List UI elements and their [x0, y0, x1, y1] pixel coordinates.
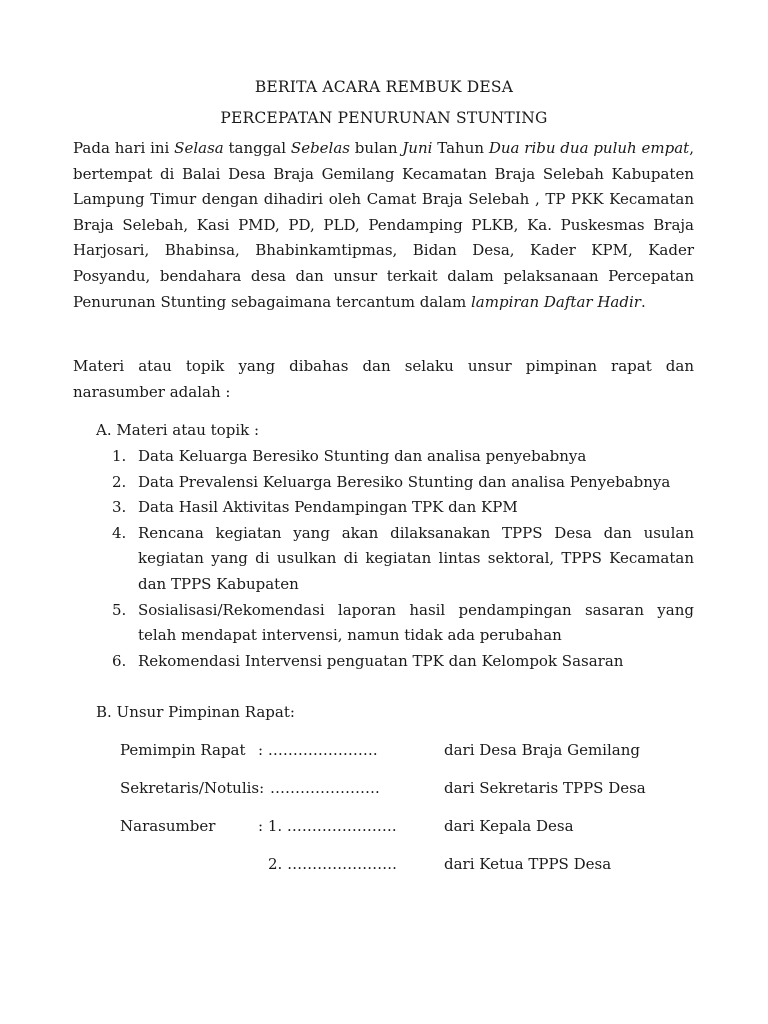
list-number: 5. [112, 600, 127, 619]
intro-day: Selasa [174, 139, 224, 157]
intro-text: Tahun [432, 139, 489, 157]
role-label-speaker: Narasumber [120, 817, 216, 835]
role-label-secretary: Sekretaris/Notulis: [120, 779, 265, 797]
materi-intro-paragraph: Materi atau topik yang dibahas dan selaku unsur pimpinan rapat dan narasumber adalah : [73, 357, 694, 401]
intro-text: , bertempat di Balai Desa Braja Gemilang Kecamatan Braja Selebah Kabupaten Lampung Timur dengan dihadiri oleh Camat Braja Selebah , TP PKK Kecamatan Braja Selebah, Kasi PMD, PD, PLD, Pendamping PLKB, Ka. Puskesmas Braja Harjosari, Bhabinsa, Bhabinkamtipmas, Bidan Desa, Kader KPM, Kader Posyandu, bendahara desa dan unsur terkait dalam pelaksanaan Percepatan Penurunan Stunting sebagaimana tercantum dalam [73, 139, 694, 311]
role-blank-leader: : …………………. [258, 741, 378, 759]
list-item [112, 444, 694, 470]
intro-paragraph [73, 136, 694, 315]
role-origin-secretary: dari Sekretaris TPPS Desa [444, 779, 646, 797]
list-number: 6. [112, 651, 127, 670]
role-blank-speaker-1: : 1. …………………. [258, 817, 397, 835]
intro-month: Juni [402, 139, 433, 157]
list-text: Rekomendasi Intervensi penguatan TPK dan Kelompok Sasaran [138, 651, 624, 670]
list-number: 4. [112, 523, 127, 542]
list-text: Data Prevalensi Keluarga Beresiko Stunting dan analisa Penyebabnya [138, 472, 671, 491]
intro-text: Pada hari ini [73, 139, 175, 157]
intro-text: tanggal [223, 139, 291, 157]
role-origin-speaker-2: dari Ketua TPPS Desa [444, 855, 612, 873]
list-item [112, 649, 694, 675]
list-item [112, 521, 694, 598]
list-number: 3. [112, 498, 127, 517]
topic-list [112, 444, 694, 674]
document-subtitle: PERCEPATAN PENURUNAN STUNTING [220, 109, 548, 127]
list-text: Sosialisasi/Rekomendasi laporan hasil pendampingan sasaran yang telah mendapat intervensi, namun tidak ada perubahan [138, 600, 694, 645]
list-item [112, 598, 694, 649]
list-text: Rencana kegiatan yang akan dilaksanakan TPPS Desa dan usulan kegiatan yang di usulkan di kegiatan lintas sektoral, TPPS Kecamatan dan TPPS Kabupaten [138, 523, 694, 593]
list-text: Data Hasil Aktivitas Pendampingan TPK dan KPM [138, 498, 518, 517]
role-label-leader: Pemimpin Rapat [120, 741, 246, 759]
intro-attachment: lampiran Daftar Hadir [471, 292, 641, 311]
role-origin-leader: dari Desa Braja Gemilang [444, 741, 640, 759]
list-number: 1. [112, 447, 127, 465]
section-a-label: A. Materi atau topik : [96, 421, 260, 439]
list-number: 2. [112, 472, 127, 491]
section-b-label: B. Unsur Pimpinan Rapat: [96, 703, 295, 721]
role-blank-speaker-2: 2. …………………. [268, 855, 397, 873]
list-item [112, 470, 694, 496]
list-item [112, 495, 694, 521]
intro-date: Sebelas [290, 139, 350, 157]
intro-text: bulan [350, 139, 403, 157]
role-origin-speaker-1: dari Kepala Desa [444, 817, 574, 835]
role-blank-secretary: …………………. [270, 779, 380, 797]
intro-text: . [640, 292, 646, 311]
document-title: BERITA ACARA REMBUK DESA [254, 78, 514, 96]
intro-year: Dua ribu dua puluh empat [488, 139, 690, 157]
list-text: Data Keluarga Beresiko Stunting dan analisa penyebabnya [138, 447, 587, 465]
